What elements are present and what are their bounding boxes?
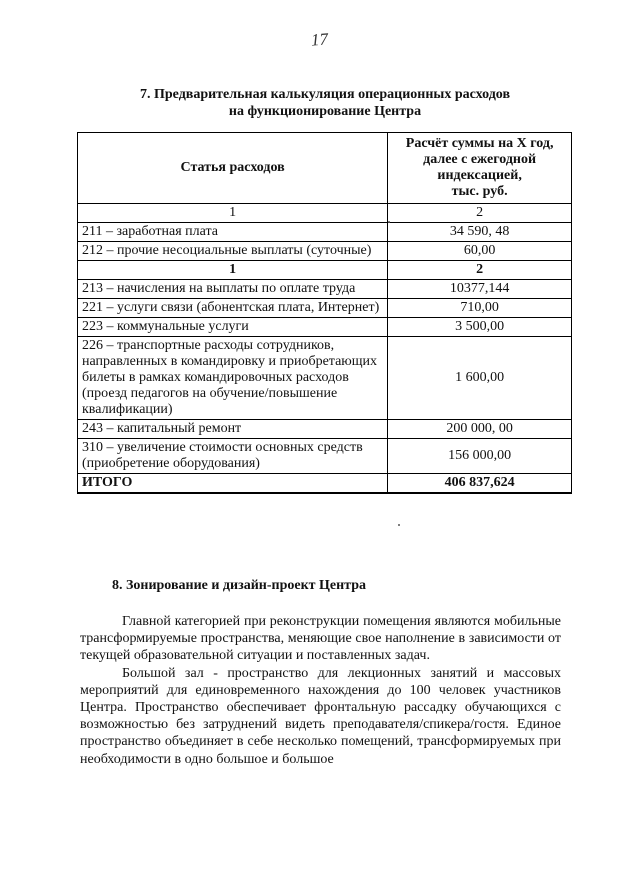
expense-item-cell: 243 – капитальный ремонт [78,420,388,439]
table-row [78,280,572,299]
table-row [78,439,572,474]
expense-item-cell: 221 – услуги связи (абонентская плата, Интернет) [78,299,388,318]
table-row [78,242,572,261]
column-number-cell: 1 [78,204,388,223]
amount-cell: 34 590, 48 [388,223,572,242]
expense-item-cell: 310 – увеличение стоимости основных средств (приобретение оборудования) [78,439,388,474]
column-number-row [78,261,572,280]
amount-cell: 156 000,00 [388,439,572,474]
expense-item-cell: 223 – коммунальные услуги [78,318,388,337]
table-row [78,318,572,337]
scan-speck [388,221,390,223]
header-amount-line: тыс. руб. [451,184,508,199]
amount-cell: 10377,144 [388,280,572,299]
expense-table [77,132,572,494]
table-row [78,299,572,318]
header-amount-line: индексацией, [437,168,522,183]
amount-cell: 60,00 [388,242,572,261]
column-number-cell: 2 [388,261,572,280]
page-number: 17 [310,29,329,50]
table-row [78,420,572,439]
section-7-title-line-2: на функционирование Центра [228,104,422,119]
table-row [78,223,572,242]
amount-cell: 200 000, 00 [388,420,572,439]
expense-item-cell: 211 – заработная плата [78,223,388,242]
expense-item-cell: 213 – начисления на выплаты по оплате труда [78,280,388,299]
header-amount [388,133,572,204]
section-7-title [75,86,575,120]
total-amount: 406 837,624 [388,474,572,494]
table-header-row [78,133,572,204]
amount-cell: 3 500,00 [388,318,572,337]
column-number-cell: 2 [388,204,572,223]
section-8-title: 8. Зонирование и дизайн-проект Центра [112,578,367,593]
section-8-body [80,613,561,768]
column-number-row [78,204,572,223]
section-7-title-line-1: 7. Предварительная калькуляция операционных расходов [139,87,510,102]
expense-item-cell: 226 – транспортные расходы сотрудников, направленных в командировку и приобретающих билеты в рамках командировочных расходов (проезд педагогов на обучение/повышение квалификации) [78,337,388,420]
total-row [78,474,572,494]
header-amount-line: Расчёт суммы на X год, [405,136,554,151]
expense-item-cell: 212 – прочие несоциальные выплаты (суточные) [78,242,388,261]
header-expense-item: Статья расходов [78,133,388,204]
total-label: ИТОГО [78,474,388,494]
table-row [78,337,572,420]
scan-speck [398,524,400,526]
amount-cell: 1 600,00 [388,337,572,420]
column-number-cell: 1 [78,261,388,280]
paragraph: Большой зал - пространство для лекционных занятий и массовых мероприятий для единовременного нахождения до 100 человек участников Центра. Пространство обеспечивает фронтальную рассадку обучающихся с возможностью без затруднений видеть преподавателя/спикера/гостя. Единое пространство объединяет в себе несколько помещений, трансформируемых при необходимости в одно большое и большое [80,665,561,767]
amount-cell: 710,00 [388,299,572,318]
header-amount-line: далее с ежегодной [423,152,537,167]
paragraph: Главной категорией при реконструкции помещения являются мобильные трансформируемые пространства, меняющие свое наполнение в зависимости от текущей образовательной ситуации и поставленных задач. [80,614,561,664]
